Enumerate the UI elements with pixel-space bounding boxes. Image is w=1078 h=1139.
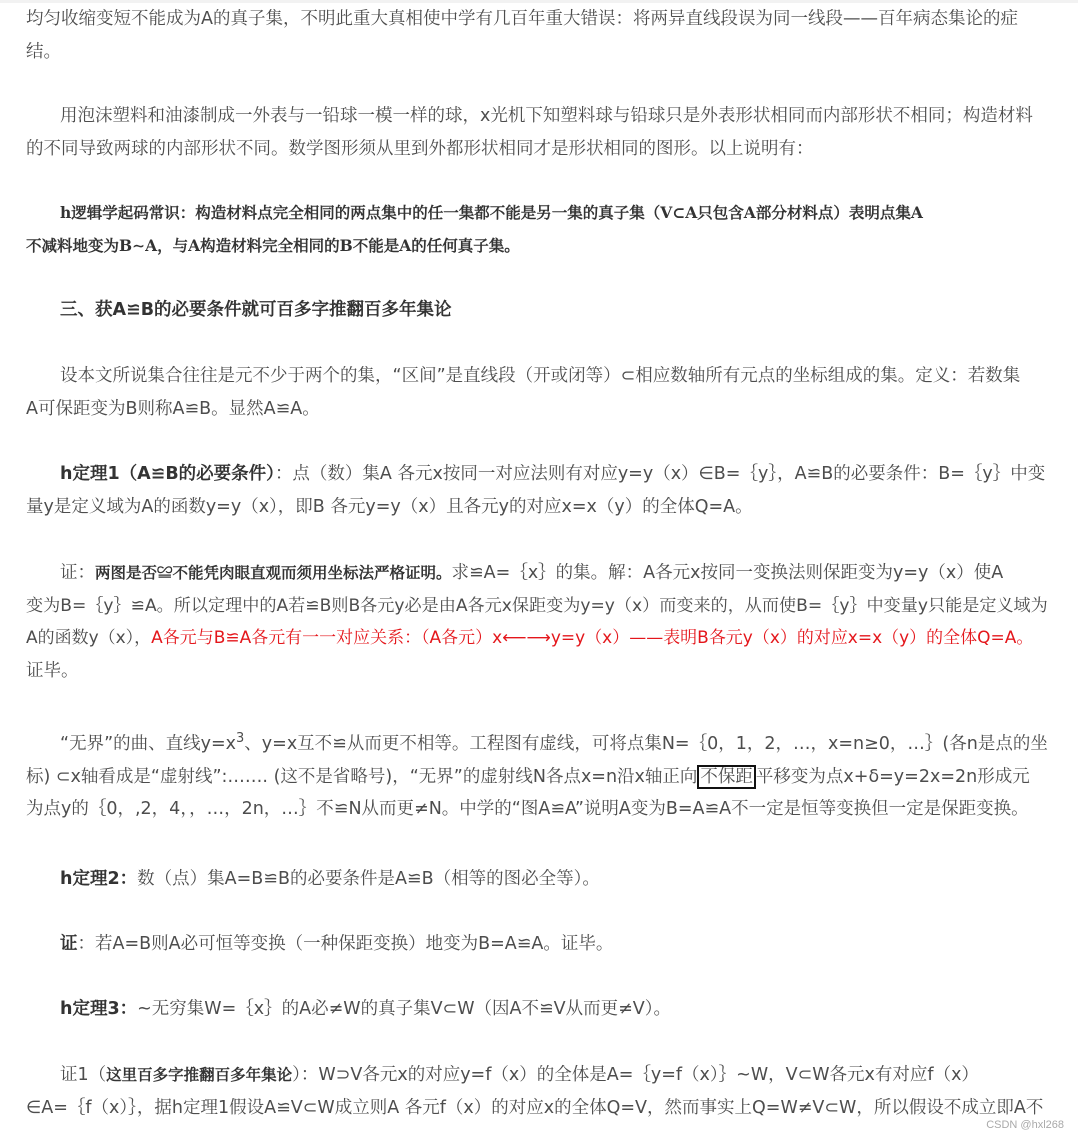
text-line	[26, 557, 1054, 590]
text-line	[26, 761, 1054, 794]
proof-emphasis: 这里百多字推翻百多年集论	[106, 1065, 293, 1084]
text-line: 的不同导致两球的内部形状不同。数学图形须从里到外都形状相同才是形状相同的图形。以上说明有：	[26, 138, 814, 159]
csdn-watermark: CSDN @hxl268	[986, 1119, 1064, 1131]
proof-text: ：若A=B则A必可恒等变换（一种保距变换）地变为B=A≌A。证毕。	[77, 934, 614, 954]
text-line	[26, 622, 1054, 655]
text-line: A可保距变为B则称A≌B。显然A≌A。	[26, 398, 320, 419]
section-heading	[26, 294, 1054, 327]
text-line: ∈A=｛f（x）｝，据h定理1假设A≌V⊂W成立则A 各元f（x）的对应x的全体Q=V，然而事实上Q=W≠V⊂W，所以假设不成立即A不	[26, 1097, 1044, 1118]
text-line	[26, 993, 1054, 1026]
theorem-label: h定理2：	[60, 869, 138, 889]
boxed-term: 不保距	[697, 765, 756, 789]
text-fragment: 标) ⊂x轴看成是“虚射线”:……. (这不是省略号)，“无界”的虚射线N各点x=n沿x轴正向	[26, 766, 698, 787]
text-line	[26, 863, 1054, 896]
text-line	[26, 728, 1054, 761]
text-line: 结。	[26, 41, 61, 62]
text-line	[26, 928, 1054, 961]
highlighted-correspondence: A各元与B≌A各元有一一对应关系：（A各元）x⟵⟶y=y（x）——表明B各元y（x）的对应x=x（y）的全体Q=A。	[151, 628, 1034, 648]
heading-text: 三、获A≌B的必要条件就可百多字推翻百多年集论	[60, 300, 452, 320]
text-fragment: “无界”的曲、直线y=x	[60, 734, 237, 754]
theorem-statement: 数（点）集A=B≌B的必要条件是A≌B（相等的图必全等）。	[137, 869, 600, 889]
text-line: 量y是定义域为A的函数y=y（x），即B 各元y=y（x）且各元y的对应x=x（y）的全体Q=A。	[26, 496, 753, 517]
paragraph-unbounded	[26, 728, 1054, 826]
paragraph-logic-principle	[26, 197, 1054, 262]
theorem-label: h定理1（A≌B的必要条件）	[60, 464, 275, 484]
proof-2	[26, 928, 1054, 961]
theorem-label: h定理3：	[60, 999, 138, 1019]
superscript: 3	[236, 731, 245, 746]
paragraph-intro	[26, 3, 1054, 68]
text-fragment: 、y=x互不≌从而更不相等。工程图有虚线，可将点集N=｛0，1，2，…，x=n≥0，…｝(各n是点的坐	[244, 734, 1048, 754]
text-line: 均匀收缩变短不能成为A的真子集，不明此重大真相使中学有几百年重大错误：将两异直线段误为同一线段——百年病态集论的症	[26, 9, 1018, 29]
proof-text: A的函数y（x），	[26, 628, 152, 648]
text-line	[26, 458, 1054, 491]
theorem-statement: ：点（数）集A 各元x按同一对应法则有对应y=y（x）∈B=｛y｝，A≌B的必要条件：B=｛y｝中变	[274, 464, 1046, 484]
text-line: 用泡沫塑料和油漆制成一外表与一铅球一模一样的球，x光机下知塑料球与铅球只是外表形状相同而内部形状不相同；构造材料	[60, 106, 1033, 126]
theorem-statement: ~无穷集W=｛x｝的A必≠W的真子集V⊂W（因A不≌V从而更≠V）。	[137, 999, 671, 1019]
proof-3	[26, 1059, 1054, 1124]
proof-1	[26, 557, 1054, 687]
text-line	[26, 1059, 1054, 1092]
text-fragment: 平移变为点x+δ=y=2x=2n形成元	[755, 766, 1030, 787]
paragraph-ball-example	[26, 100, 1054, 165]
text-line: h逻辑学起码常识：构造材料点完全相同的两点集中的任一集都不能是另一集的真子集（V⊂A只包含A部分材料点）表明点集A	[60, 203, 923, 222]
text-line: 变为B=｛y｝≌A。所以定理中的A若≌B则B各元y必是由A各元x保距变为y=y（x）而变来的，从而使B=｛y｝中变量y只能是定义域为	[26, 595, 1048, 616]
text-line: 证毕。	[26, 660, 79, 681]
theorem-2	[26, 863, 1054, 896]
text-line: 不减料地变为B∼A，与A构造材料完全相同的B不能是A的任何真子集。	[26, 235, 520, 255]
theorem-1	[26, 458, 1054, 523]
proof-text: ）：W⊃V各元x的对应y=f（x）的全体是A=｛y=f（x）｝~W，V⊂W各元x有对应f（x）	[292, 1065, 979, 1085]
proof-emphasis: 两图是否≌不能凭肉眼直观而须用坐标法严格证明。	[95, 563, 452, 582]
paragraph-definition	[26, 360, 1054, 425]
proof-label: 证	[60, 934, 78, 954]
text-line: 设本文所说集合往往是元不少于两个的集，“区间”是直线段（开或闭等）⊂相应数轴所有元点的坐标组成的集。定义：若数集	[60, 366, 1021, 386]
proof-prefix: 证1（	[60, 1065, 107, 1085]
text-line: 为点y的｛0，,2，4，，…，2n，…｝不≌N从而更≠N。中学的“图A≌A”说明A变为B=A≌A不一定是恒等变换但一定是保距变换。	[26, 799, 1029, 819]
proof-prefix: 证：	[60, 563, 95, 583]
theorem-3	[26, 993, 1054, 1026]
proof-text: 求≌A=｛x｝的集。解：A各元x按同一变换法则保距变为y=y（x）使A	[451, 563, 1004, 583]
